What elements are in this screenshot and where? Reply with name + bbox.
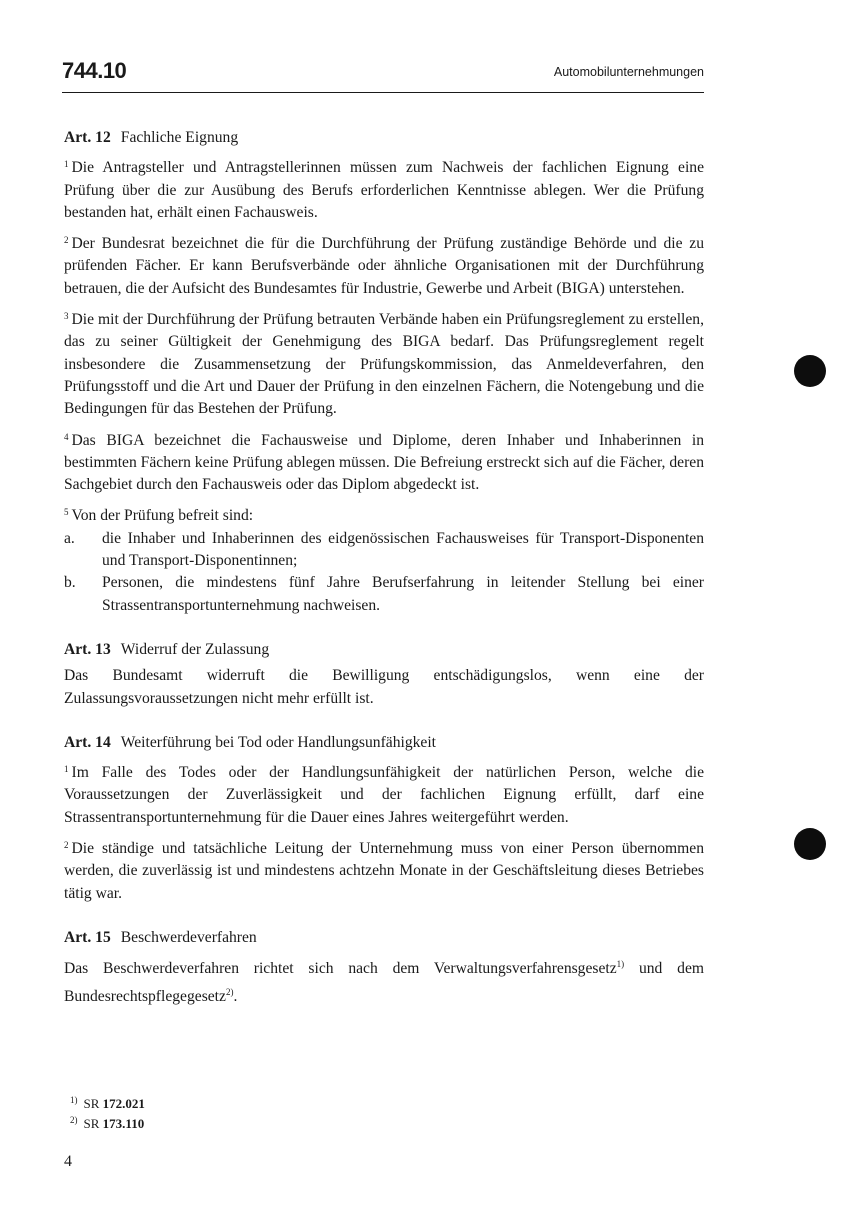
list-marker: a.	[64, 529, 75, 547]
footnote-prefix: SR	[83, 1116, 100, 1131]
paragraph	[64, 153, 704, 224]
article-number: Art. 14	[64, 733, 111, 751]
paragraph-number: 1	[64, 764, 69, 775]
list-item-text: die Inhaber und Inhaberinnen des eidgenössischen Fachausweises für Transport-Disponenten und Transport-Disponentinnen;	[102, 529, 704, 570]
paragraph-text: .	[233, 987, 238, 1005]
article-heading	[64, 127, 704, 149]
paragraph-text: Im Falle des Todes oder der Handlungsunfähigkeit der natürlichen Person, welche die Voraussetzungen der Zuverlässigkeit und der fachlichen Eignung erfüllt, darf eine Strassentransportunternehmung für die Dauer eines Jahres weitergeführt werden.	[64, 764, 704, 826]
footnote-reference[interactable]: 1)	[616, 959, 625, 970]
paragraph-text: und dem Bundesrechtspflegegesetz	[64, 960, 704, 1005]
paragraph-text: Von der Prüfung befreit sind:	[71, 507, 254, 525]
punch-hole-mark	[794, 355, 826, 387]
article-14	[64, 732, 704, 905]
article-12	[64, 127, 704, 617]
page-number: 4	[64, 1153, 72, 1170]
document-title: Automobilunternehmungen	[553, 65, 704, 79]
paragraph-text: Der Bundesrat bezeichnet die für die Durchführung der Prüfung zuständige Behörde und die zu prüfenden Fächer. Er kann Berufsverbände oder ähnliche Organisationen mit der Durchführung betrauen, die der Aufsicht des Bundesamtes für Industrie, Gewerbe und Arbeit (BIGA) unterstehen.	[64, 235, 704, 297]
paragraph-text: Die mit der Durchführung der Prüfung betrauten Verbände haben ein Prüfungsreglement zu erstellen, das zu seiner Gültigkeit der Genehmigung des BIGA bedarf. Das Prüfungsreglement regelt insbesondere die Zusammensetzung der Prüfungskommission, das Anmeldeverfahren, den Prüfungsstoff und die Art und Dauer der Prüfung in den einzelnen Fächern, die Notengebung und die Bedingungen für das Bestehen der Prüfung.	[64, 311, 704, 418]
article-heading	[64, 639, 704, 661]
paragraph-text: Das BIGA bezeichnet die Fachausweise und Diplome, deren Inhaber und Inhaberinnen in bestimmten Fächern keine Prüfung ablegen müssen. Die Befreiung erstreckt sich auf die Fächer, deren Sachgebiet durch den Fachausweis oder das Diplom abgedeckt ist.	[64, 431, 704, 494]
list-item	[64, 528, 704, 573]
article-15	[64, 927, 704, 1008]
article-title: Weiterführung bei Tod oder Handlungsunfähigkeit	[120, 733, 437, 751]
page-header	[62, 58, 704, 92]
paragraph-number: 3	[64, 311, 69, 322]
document-body	[64, 127, 704, 1013]
paragraph-text: Das Bundesamt widerruft die Bewilligung entschädigungslos, wenn eine der Zulassungsvoraussetzungen nicht mehr erfüllt ist.	[64, 667, 704, 707]
footnotes	[70, 1092, 145, 1132]
paragraph-text: Die Antragsteller und Antragstellerinnen müssen zum Nachweis der fachlichen Eignung eine Prüfung über die zur Ausübung des Berufs erforderlichen Kenntnisse ablegen. Wer die Prüfung bestanden hat, erhält einen Fachausweis.	[64, 159, 704, 221]
article-number: Art. 13	[64, 640, 111, 658]
footnote-reference[interactable]: 2)	[225, 986, 234, 997]
footnote-prefix: SR	[83, 1096, 100, 1111]
paragraph-number: 5	[64, 507, 69, 518]
list-item-text: Personen, die mindestens fünf Jahre Berufserfahrung in leitender Stellung bei einer Strassentransportunternehmung nachweisen.	[102, 574, 704, 614]
paragraph	[64, 229, 704, 300]
paragraph	[64, 834, 704, 905]
paragraph	[64, 305, 704, 420]
paragraph-text: Das Beschwerdeverfahren richtet sich nach dem Verwaltungsverfahrensgesetz	[64, 960, 617, 978]
footnote-reference-number: 172.021	[102, 1096, 145, 1111]
paragraph-number: 4	[64, 431, 69, 442]
paragraph-number: 2	[64, 840, 69, 851]
paragraph-number: 2	[64, 235, 69, 246]
paragraph	[64, 426, 704, 497]
paragraph	[64, 758, 704, 829]
footnote-mark: 1)	[70, 1095, 78, 1105]
paragraph	[64, 953, 704, 1008]
article-heading	[64, 732, 704, 754]
paragraph	[64, 665, 704, 710]
article-heading	[64, 927, 704, 949]
paragraph	[64, 501, 704, 527]
article-title: Beschwerdeverfahren	[120, 928, 257, 946]
footnote-mark: 2)	[70, 1115, 78, 1125]
exemption-list	[64, 528, 704, 617]
article-number: Art. 15	[64, 928, 111, 946]
paragraph-number: 1	[64, 159, 69, 170]
article-13	[64, 639, 704, 710]
footnote-reference-number: 173.110	[102, 1116, 145, 1131]
list-item	[64, 572, 704, 617]
header-rule	[62, 92, 704, 93]
article-number: Art. 12	[64, 129, 111, 146]
footnote	[70, 1092, 145, 1112]
footnote	[70, 1112, 145, 1132]
article-title: Widerruf der Zulassung	[120, 640, 270, 658]
document-number: 744.10	[62, 58, 127, 83]
paragraph-text: Die ständige und tatsächliche Leitung der Unternehmung muss von einer Person übernommen werden, die zuverlässig ist und mindestens achtzehn Monate in der Geschäftsleitung dieses Betriebes tätig war.	[64, 840, 704, 902]
list-marker: b.	[64, 574, 76, 592]
article-title: Fachliche Eignung	[120, 129, 239, 146]
punch-hole-mark	[794, 828, 826, 860]
